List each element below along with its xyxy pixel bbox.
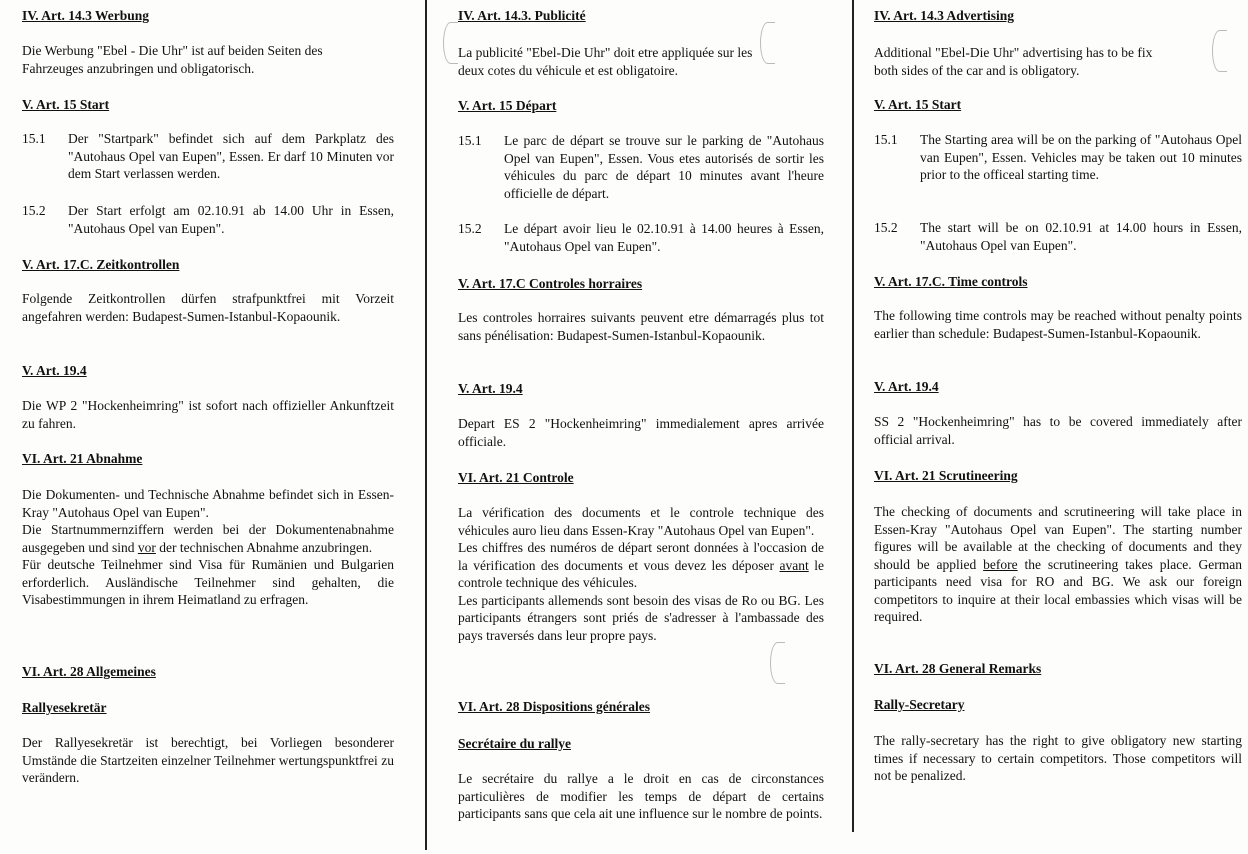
section-heading: VI. Art. 21 Abnahme — [22, 451, 143, 466]
section-heading: V. Art. 19.4 — [22, 363, 87, 378]
text-run: Les chiffres des numéros de départ seront données à l'occasion de la vérification des documents et vous devez les déposer — [458, 540, 824, 573]
numbered-item — [458, 220, 824, 255]
paragraph — [22, 486, 394, 609]
item-number: 15.1 — [874, 132, 898, 147]
section-heading: V. Art. 17.C. Time controls — [874, 274, 1028, 289]
numbered-item — [458, 132, 824, 202]
section-heading: IV. Art. 14.3 Advertising — [874, 8, 1015, 23]
text-run: le controle technique des véhicules. — [458, 557, 824, 590]
section-heading: VI. Art. 28 Allgemeines — [22, 664, 156, 679]
item-number: 15.1 — [22, 131, 46, 146]
text-line — [22, 521, 394, 556]
item-text: Der Start erfolgt am 02.10.91 ab 14.00 Uhr in Essen, "Autohaus Opel van Eupen". — [68, 203, 394, 236]
underlined-word: before — [983, 556, 1018, 572]
section-heading: V. Art. 17.C Controles horraires — [458, 276, 643, 291]
text-run: der technischen Abnahme anzubringen. — [155, 539, 373, 555]
section-heading: Rally-Secretary — [874, 697, 965, 712]
numbered-item — [22, 130, 394, 183]
paragraph: The following time controls may be reached without penalty points earlier than schedule: Budapest-Sumen-Istanbul-Kopaounik. — [874, 308, 1242, 341]
paragraph: Les controles horraires suivants peuvent etre démarragés plus tot sans pénélisation: Budapest-Sumen-Istanbul-Kopaounik. — [458, 310, 824, 343]
paragraph: Le secrétaire du rallye a le droit en cas de circonstances particulières de modifier les temps de départ de certains participants sans que cela ait une influence sur le nombre de points. — [458, 771, 824, 821]
item-text: The start will be on 02.10.91 at 14.00 hours in Essen, "Autohaus Opel van Eupen". — [920, 220, 1242, 253]
numbered-item — [874, 219, 1242, 254]
text-line: deux cotes du véhicule et est obligatoire. — [458, 62, 679, 78]
column-divider — [852, 0, 854, 832]
section-heading: V. Art. 19.4 — [458, 381, 523, 396]
section-heading: IV. Art. 14.3 Werbung — [22, 8, 150, 23]
section-heading: VI. Art. 21 Controle — [458, 470, 574, 485]
text-line: Die Dokumenten- und Technische Abnahme befindet sich in Essen-Kray "Autohaus Opel van Eupen". — [22, 487, 394, 520]
section-heading: V. Art. 17.C. Zeitkontrollen — [22, 257, 180, 272]
paragraph: Folgende Zeitkontrollen dürfen strafpunktfrei mit Vorzeit angefahren werden: Budapest-Sumen-Istanbul-Kopaounik. — [22, 291, 394, 324]
paragraph: Depart ES 2 "Hockenheimring" immedialement apres arrivée officiale. — [458, 416, 824, 449]
item-text: The Starting area will be on the parking of "Autohaus Opel van Eupen", Essen. Vehicles may be taken out 10 minutes prior to the officeal starting time. — [920, 132, 1242, 182]
item-text: Le parc de départ se trouve sur le parking de "Autohaus Opel van Eupen", Essen. Vous etes autorisés de sortir les véhicules du parc de départ 10 minutes avant l'heure officielle de départ. — [504, 133, 824, 201]
numbered-item — [22, 202, 394, 237]
item-number: 15.2 — [874, 220, 898, 235]
paragraph — [874, 503, 1242, 626]
section-heading: VI. Art. 28 General Remarks — [874, 661, 1042, 676]
text-run: the scrutineering takes place. German participants need visa for RO and BG. We ask our foreign competitors to inquire at their local embassies which visas will be required. — [874, 556, 1242, 624]
paragraph: SS 2 "Hockenheimring" has to be covered immediately after official arrival. — [874, 414, 1242, 447]
text-line: La publicité "Ebel-Die Uhr" doit etre appliquée sur les — [458, 45, 753, 60]
text-run: Die Startnummernziffern werden bei der Dokumentenabnahme ausgegeben und sind — [22, 522, 394, 555]
section-heading: V. Art. 15 Start — [874, 97, 962, 112]
item-text: Le départ avoir lieu le 02.10.91 à 14.00 heures à Essen, "Autohaus Opel van Eupen". — [504, 221, 824, 254]
section-heading: VI. Art. 21 Scrutineering — [874, 468, 1018, 483]
underlined-word: avant — [779, 557, 809, 573]
paragraph — [458, 44, 824, 79]
french-column — [458, 0, 824, 854]
paragraph — [458, 504, 824, 644]
punch-hole-mark — [443, 22, 458, 64]
item-number: 15.1 — [458, 133, 482, 148]
section-heading: V. Art. 15 Départ — [458, 98, 557, 113]
underlined-word: vor — [137, 539, 156, 555]
section-heading: V. Art. 15 Start — [22, 97, 110, 112]
text-line: Fahrzeuges anzubringen und obligatorisch. — [22, 60, 255, 76]
column-divider — [425, 0, 427, 850]
text-line: Additional "Ebel-Die Uhr" advertising has to be fix — [874, 45, 1153, 60]
paragraph: Der Rallyesekretär ist berechtigt, bei Vorliegen besonderer Umstände die Startzeiten einzelner Teilnehmer wertungspunktfrei zu verändern. — [22, 735, 394, 785]
text-line: Für deutsche Teilnehmer sind Visa für Rumänien und Bulgarien erforderlich. Ausländische Teilnehmer sind gehalten, die Visabestimmungen in ihrem Heimatland zu erfragen. — [22, 557, 394, 607]
text-line — [458, 539, 824, 592]
item-number: 15.2 — [458, 221, 482, 236]
item-number: 15.2 — [22, 203, 46, 218]
text-run: The checking of documents and scrutineering will take place in Essen-Kray "Autohaus Opel van Eupen". The starting number figures will be available at the checking of documents and they should be applied — [874, 504, 1242, 572]
english-column — [874, 0, 1242, 854]
section-heading: IV. Art. 14.3. Publicité — [458, 8, 586, 23]
item-text: Der "Startpark" befindet sich auf dem Parkplatz des "Autohaus Opel van Eupen", Essen. Er darf 10 Minuten vor dem Start verlassen werden. — [68, 131, 394, 181]
section-heading: Secrétaire du rallye — [458, 736, 571, 751]
section-heading: Rallyesekretär — [22, 700, 107, 715]
german-column — [22, 0, 394, 854]
numbered-item — [874, 131, 1242, 184]
text-line: both sides of the car and is obligatory. — [874, 62, 1080, 78]
text-line: Die Werbung "Ebel - Die Uhr" ist auf beiden Seiten des — [22, 43, 323, 58]
paragraph — [874, 44, 1242, 79]
paragraph: The rally-secretary has the right to give obligatory new starting times if necessary to certain competitors. Those competitors will not be penalized. — [874, 733, 1242, 783]
paragraph: Die WP 2 "Hockenheimring" ist sofort nach offizieller Ankunftzeit zu fahren. — [22, 398, 394, 431]
section-heading: VI. Art. 28 Dispositions générales — [458, 699, 650, 714]
paragraph — [22, 42, 394, 77]
text-line: Les participants allemends sont besoin des visas de Ro ou BG. Les participants étrangers sont priés de s'adresser à l'ambassade des pays traversés dans leur propre pays. — [458, 592, 824, 643]
text-line: La vérification des documents et le controle technique des véhicules auro lieu dans Essen-Kray "Autohaus Opel van Eupen". — [458, 505, 824, 538]
section-heading: V. Art. 19.4 — [874, 379, 939, 394]
